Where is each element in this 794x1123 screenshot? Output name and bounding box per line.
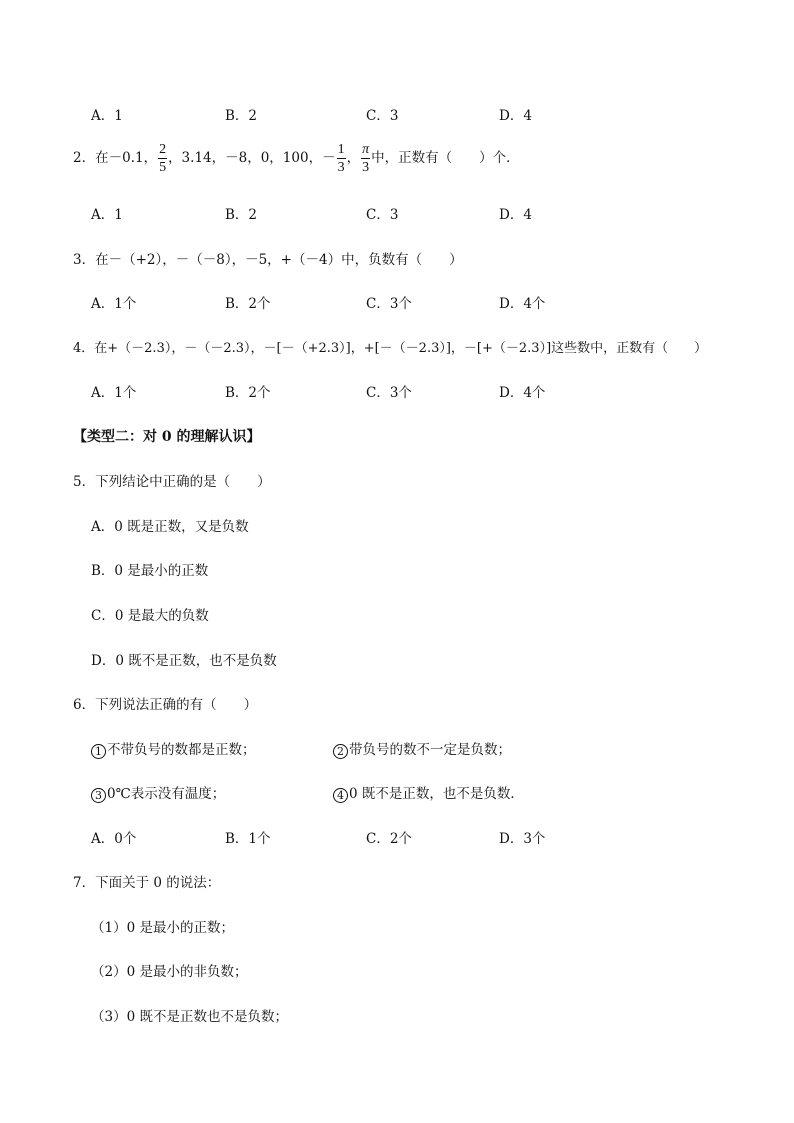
q4-option-c: C．3个	[366, 385, 412, 401]
q2-suffix: 中，正数有（ ）个．	[371, 150, 520, 166]
q2-fraction-1-3: $\frac{1}{3}$	[337, 142, 345, 175]
q4-option-b: B．2个	[225, 385, 271, 401]
q7-statement-3: （3）0 既不是正数也不是负数；	[91, 1009, 288, 1025]
q5-option-c: C．0 是最大的负数	[91, 608, 209, 624]
q3-question: 3．在－（+2），－（－8），－5，+（－4）中，负数有（ ）	[73, 252, 463, 268]
q2-fraction-2-5: $\frac{2}{5}$	[159, 142, 167, 175]
q3-option-b: B．2个	[225, 296, 271, 312]
q7-statement-1: （1）0 是最小的正数；	[91, 920, 234, 936]
q2-mid: ，3.14，－8，0，100，－	[168, 150, 336, 166]
q6-option-a: A．0个	[91, 831, 137, 847]
q2-question	[73, 141, 520, 176]
q5-option-a: A．0 既是正数，又是负数	[91, 519, 249, 535]
q6-question: 6．下列说法正确的有（ ）	[73, 697, 258, 713]
q6-option-b: B．1个	[225, 831, 271, 847]
q7-statement-2: （2）0 是最小的非负数；	[91, 964, 248, 980]
section-heading-type-two: 【类型二：对 0 的理解认识】	[73, 429, 261, 445]
q1-option-b: B．2	[225, 108, 258, 124]
q2-option-c: C．3	[366, 207, 399, 223]
q3-option-a: A．1个	[91, 296, 137, 312]
q4-option-d: D．4个	[499, 385, 546, 401]
q4-question: 4．在+（－2.3），－（－2.3），－[－（+2.3）]，+[－（－2.3）]，－[+（－2.3）]这些数中，正数有（ ）	[73, 341, 708, 356]
q6-statement-1: 1 不带负号的数都是正数；	[91, 738, 256, 759]
q6-statement-2: 2 带负号的数不一定是负数；	[333, 738, 511, 759]
circled-number-2: 2	[333, 744, 348, 759]
q1-option-a: A．1	[91, 108, 123, 124]
circled-number-3: 3	[91, 788, 106, 803]
q2-option-d: D．4	[499, 207, 532, 223]
q6-statement-3: 3 0℃表示没有温度；	[91, 782, 225, 803]
q6-statement-4: 4 0 既不是正数，也不是负数．	[333, 782, 524, 803]
q5-option-d: D．0 既不是正数，也不是负数	[91, 653, 277, 669]
q6-option-d: D．3个	[499, 831, 546, 847]
q7-question: 7．下面关于 0 的说法：	[73, 875, 221, 891]
q2-fraction-pi-3: $\frac{\pi}{3}$	[362, 142, 370, 175]
q6-option-c: C．2个	[366, 831, 412, 847]
q2-prefix: 2．在－0.1，	[73, 150, 158, 166]
q5-question: 5．下列结论中正确的是（ ）	[73, 474, 271, 490]
q2-option-a: A．1	[91, 207, 123, 223]
q5-option-b: B．0 是最小的正数	[91, 563, 209, 579]
circled-number-1: 1	[91, 744, 106, 759]
circled-number-4: 4	[333, 788, 348, 803]
q4-option-a: A．1个	[91, 385, 137, 401]
q1-option-c: C．3	[366, 108, 399, 124]
q3-option-d: D．4个	[499, 296, 546, 312]
q1-option-d: D．4	[499, 108, 532, 124]
q3-option-c: C．3个	[366, 296, 412, 312]
q2-sep: ，	[346, 150, 361, 166]
q2-option-b: B．2	[225, 207, 258, 223]
